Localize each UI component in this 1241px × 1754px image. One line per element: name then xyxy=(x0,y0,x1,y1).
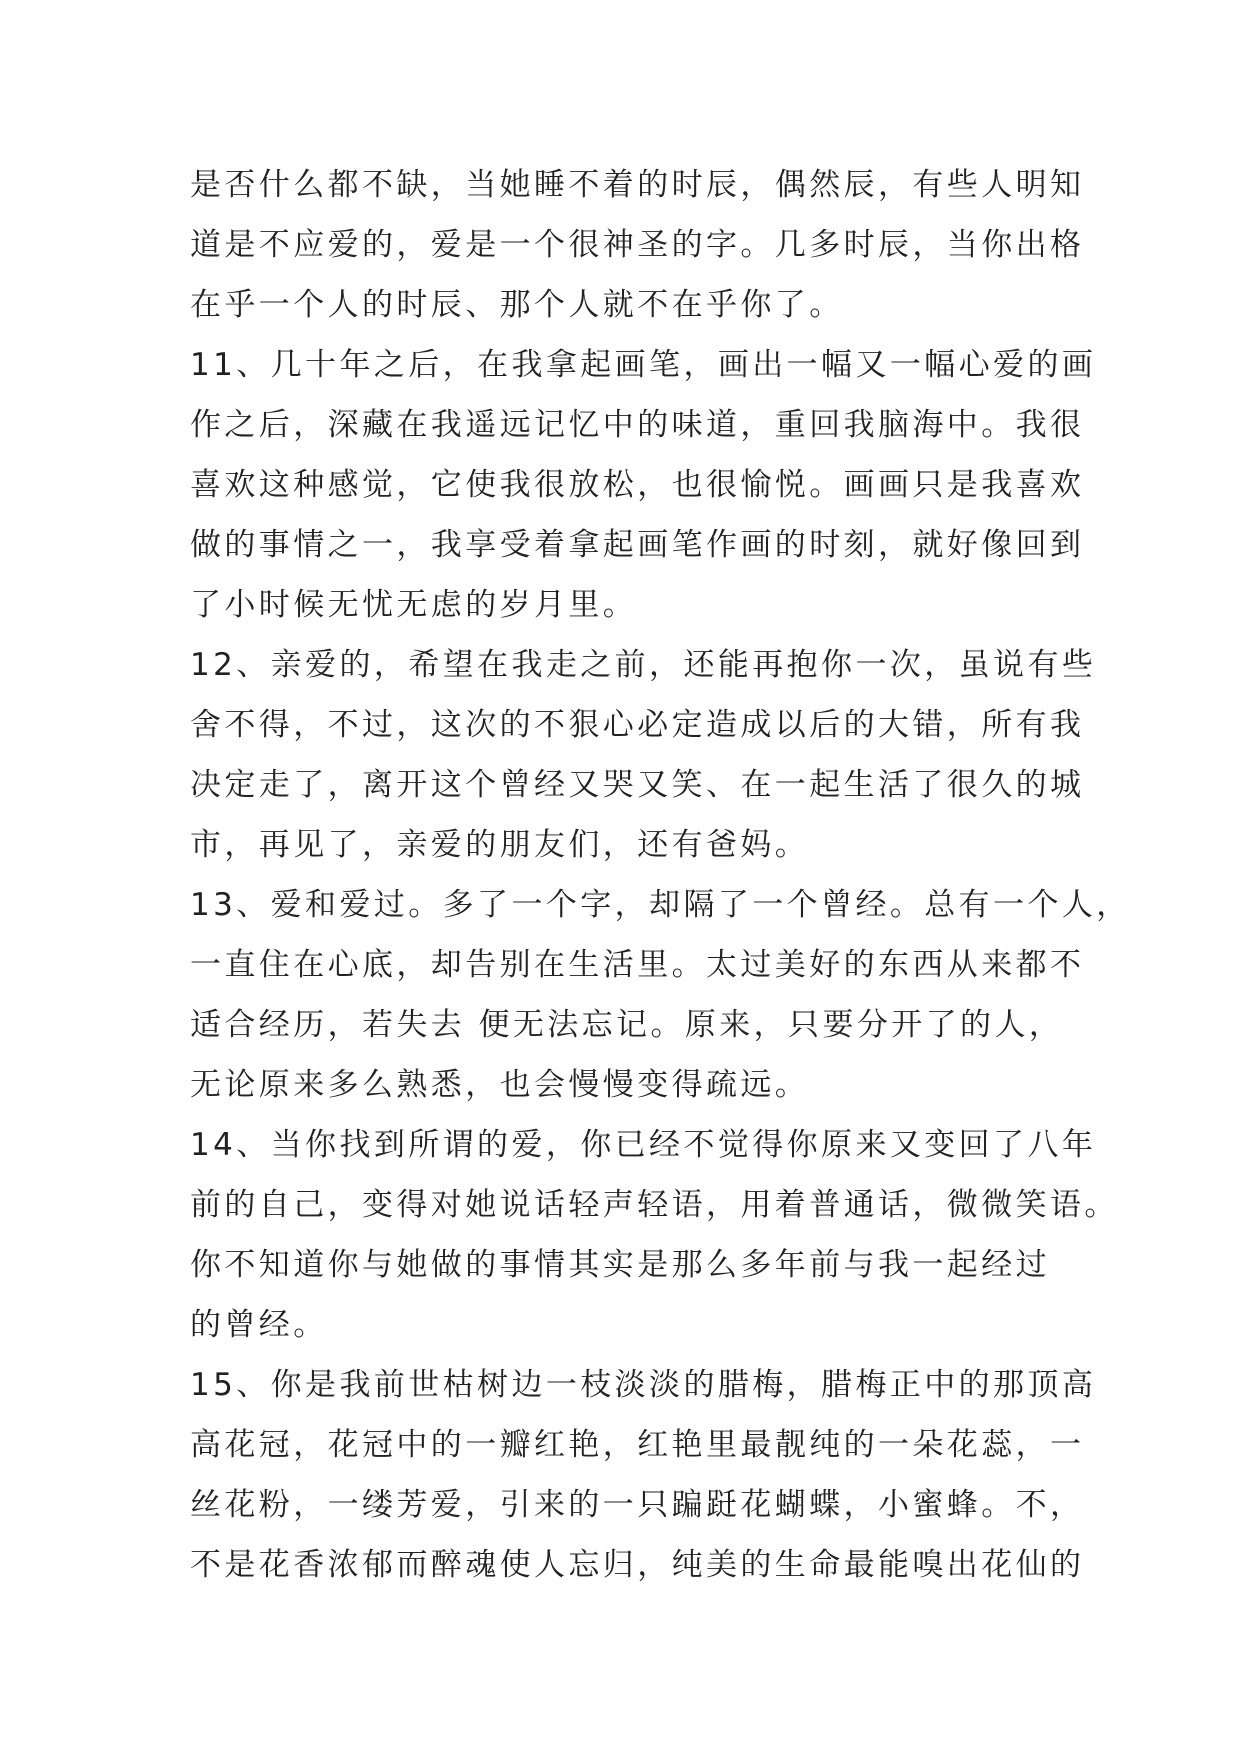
text-line: 前的自己，变得对她说话轻声轻语，用着普通话，微微笑语。 xyxy=(190,1187,1119,1223)
document-body xyxy=(190,155,1131,1595)
text-line: 在乎一个人的时辰、那个人就不在乎你了。 xyxy=(190,287,844,323)
text-line: 12、亲爱的，希望在我走之前，还能再抱你一次，虽说有些 xyxy=(190,647,1097,683)
text-line: 喜欢这种感觉，它使我很放松，也很愉悦。画画只是我喜欢 xyxy=(190,467,1085,503)
text-line: 舍不得，不过，这次的不狠心必定造成以后的大错，所有我 xyxy=(190,707,1085,743)
text-line: 无论原来多么熟悉，也会慢慢变得疏远。 xyxy=(190,1067,810,1103)
text-line: 是否什么都不缺，当她睡不着的时辰，偶然辰，有些人明知 xyxy=(190,167,1085,203)
text-line: 你不知道你与她做的事情其实是那么多年前与我一起经过 xyxy=(190,1247,1050,1283)
paragraph-15 xyxy=(190,1355,1097,1595)
text-line: 13、爱和爱过。多了一个字，却隔了一个曾经。总有一个人， xyxy=(190,887,1131,923)
text-line: 道是不应爱的，爱是一个很神圣的字。几多时辰，当你出格 xyxy=(190,227,1085,263)
text-line: 做的事情之一，我享受着拿起画笔作画的时刻，就好像回到 xyxy=(190,527,1085,563)
text-line: 的曾经。 xyxy=(190,1307,328,1343)
text-line: 11、几十年之后，在我拿起画笔，画出一幅又一幅心爱的画 xyxy=(190,347,1097,383)
text-line: 了小时候无忧无虑的岁月里。 xyxy=(190,587,638,623)
text-line: 高花冠，花冠中的一瓣红艳，红艳里最靓纯的一朵花蕊，一 xyxy=(190,1427,1085,1463)
text-line: 决定走了，离开这个曾经又哭又笑、在一起生活了很久的城 xyxy=(190,767,1085,803)
paragraph-11 xyxy=(190,335,1097,635)
paragraph-12 xyxy=(190,635,1097,875)
text-line: 市，再见了，亲爱的朋友们，还有爸妈。 xyxy=(190,827,810,863)
text-line: 适合经历，若失去 便无法忘记。原来，只要分开了的人， xyxy=(190,1007,1064,1043)
paragraph-14 xyxy=(190,1115,1119,1355)
text-line: 不是花香浓郁而醉魂使人忘归，纯美的生命最能嗅出花仙的 xyxy=(190,1547,1085,1583)
text-line: 14、当你找到所谓的爱，你已经不觉得你原来又变回了八年 xyxy=(190,1127,1097,1163)
text-line: 作之后，深藏在我遥远记忆中的味道，重回我脑海中。我很 xyxy=(190,407,1085,443)
text-line: 一直住在心底，却告别在生活里。太过美好的东西从来都不 xyxy=(190,947,1085,983)
text-line: 15、你是我前世枯树边一枝淡淡的腊梅，腊梅正中的那顶高 xyxy=(190,1367,1097,1403)
paragraph-intro xyxy=(190,155,1085,335)
paragraph-13 xyxy=(190,875,1131,1115)
text-line: 丝花粉，一缕芳爱，引来的一只蹁跹花蝴蝶，小蜜蜂。不， xyxy=(190,1487,1085,1523)
